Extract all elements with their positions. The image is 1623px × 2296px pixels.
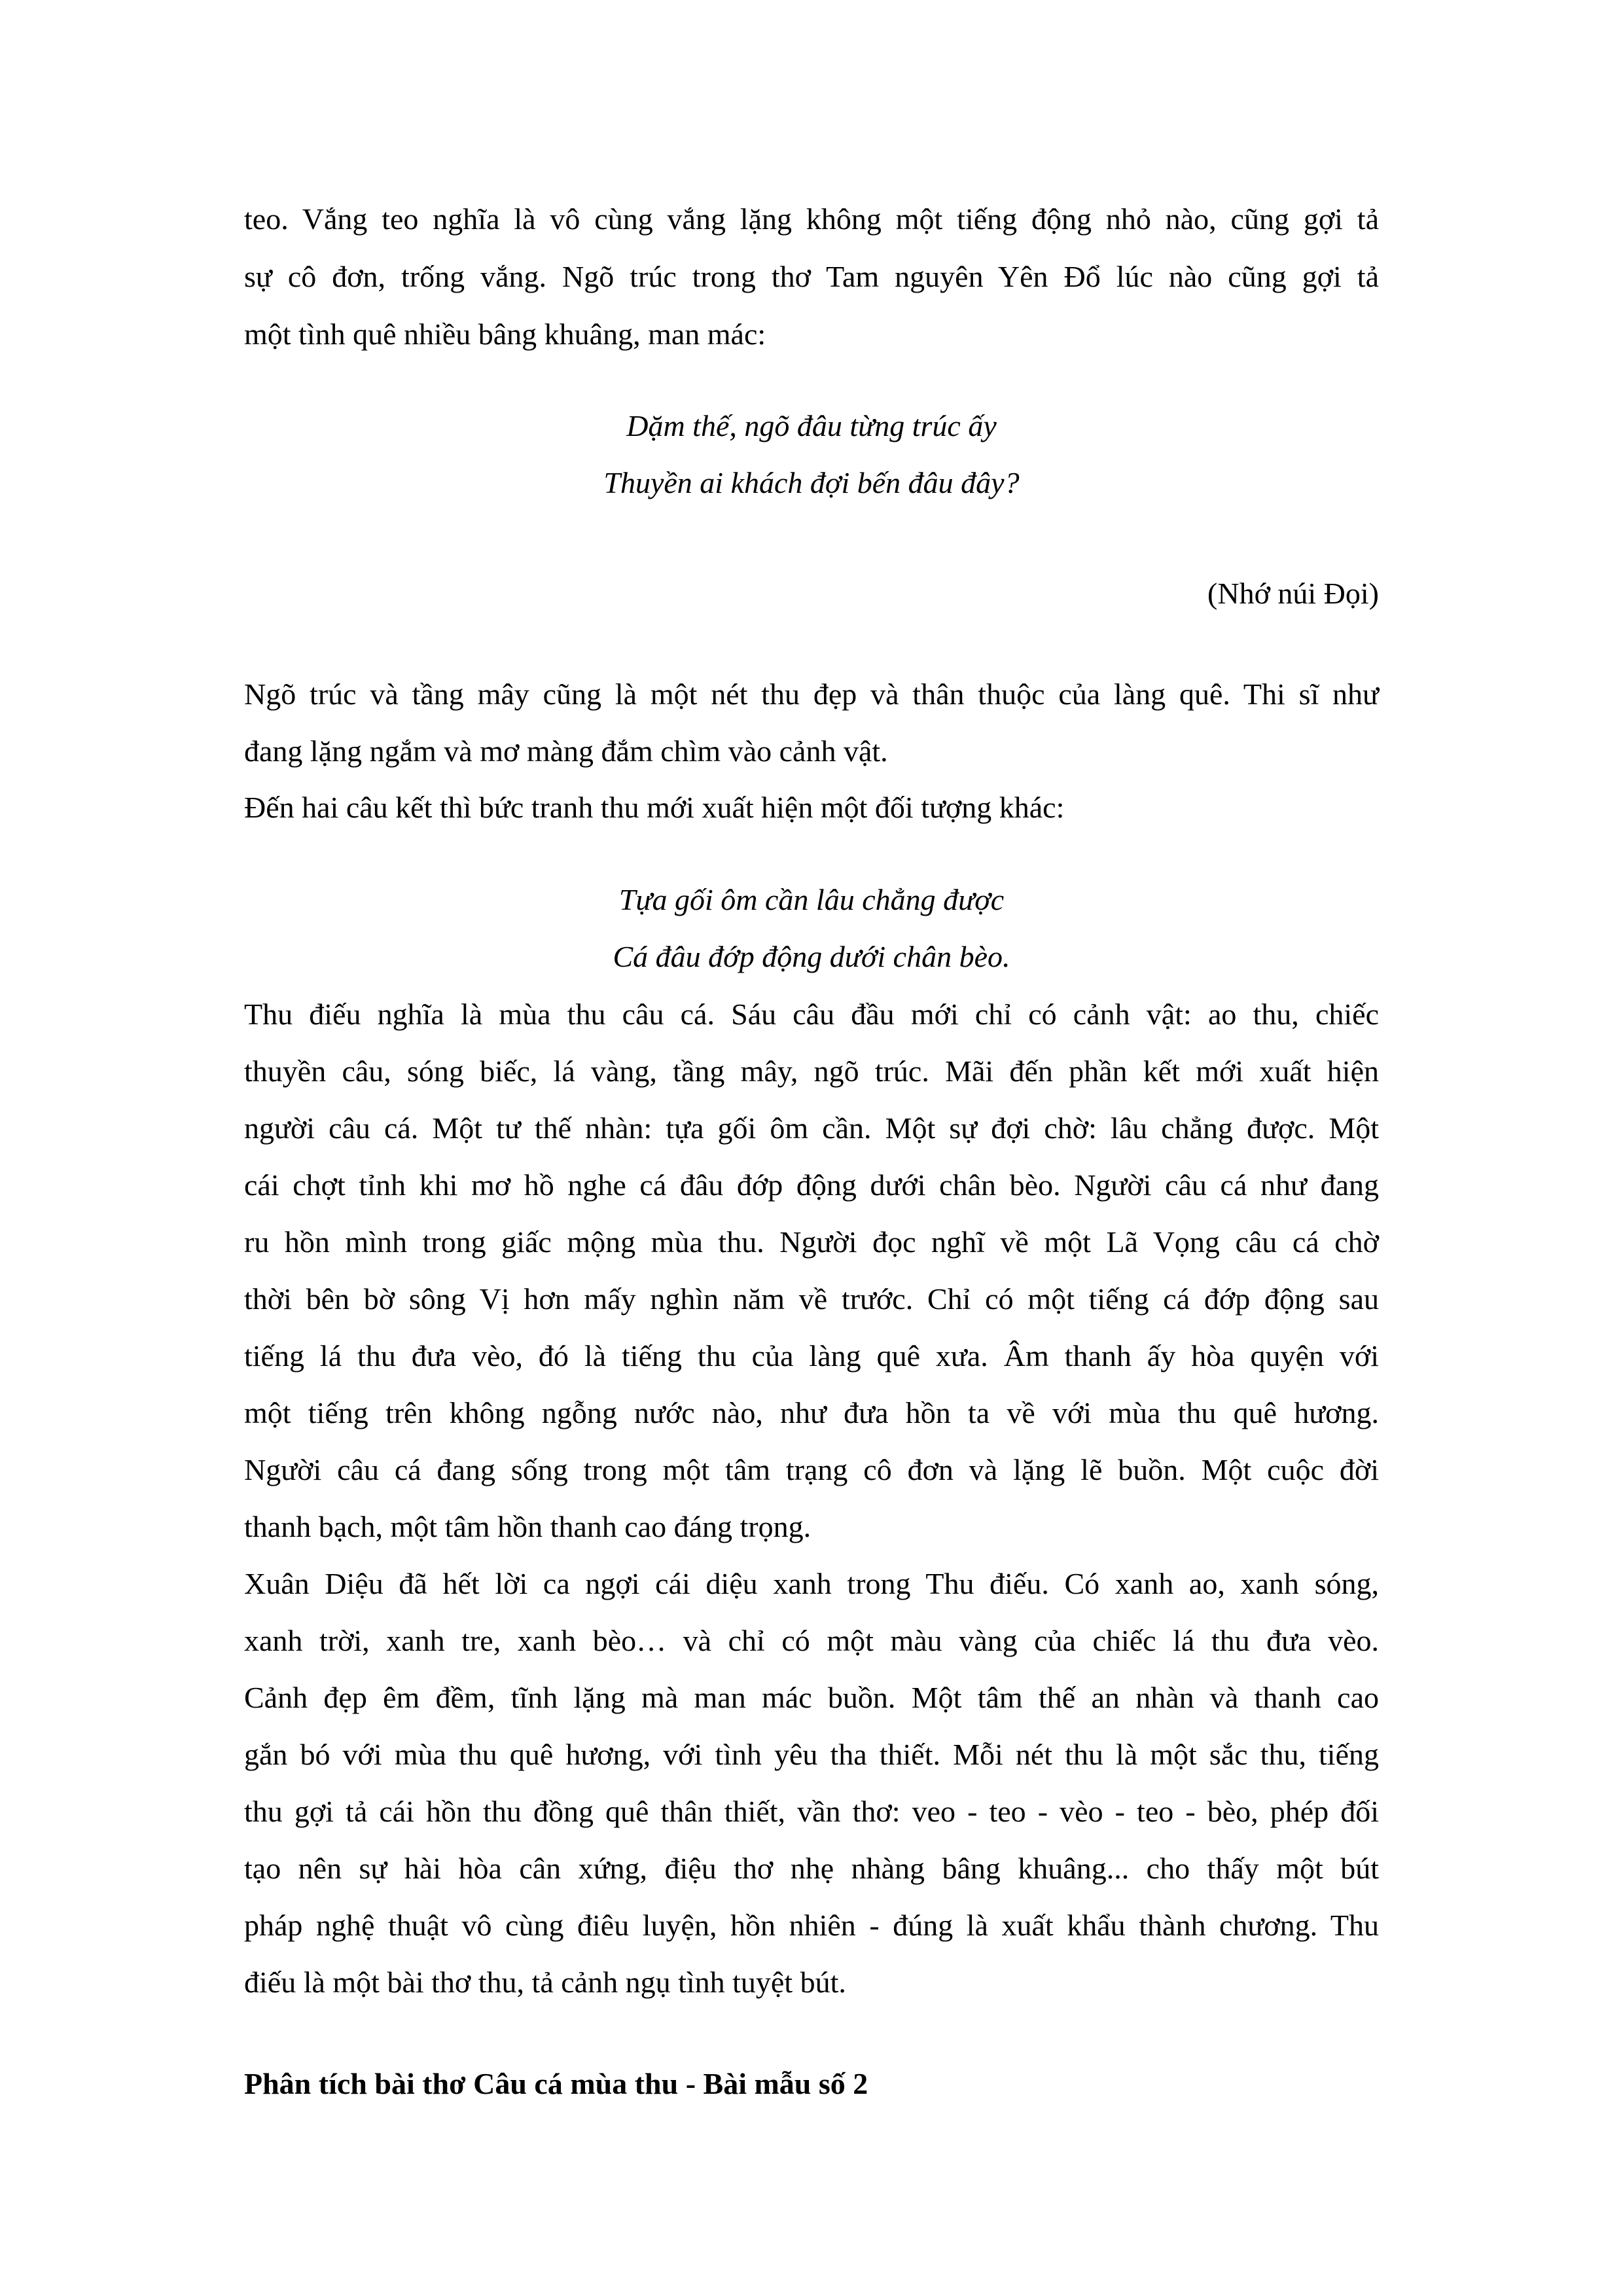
paragraph-line: xanh trời, xanh tre, xanh bèo… và chỉ có một màu vàng của chiếc lá thu đưa vèo. [244,1624,1379,1657]
paragraph-line: cái chợt tỉnh khi mơ hồ nghe cá đâu đớp động dưới chân bèo. Người câu cá như đang [244,1168,1379,1202]
paragraph-line: ru hồn mình trong giấc mộng mùa thu. Người đọc nghĩ về một Lã Vọng câu cá chờ [244,1225,1379,1259]
paragraph-line: điếu là một bài thơ thu, tả cảnh ngụ tình tuyệt bút. [244,1965,846,1999]
paragraph-line: Xuân Diệu đã hết lời ca ngợi cái diệu xanh trong Thu điếu. Có xanh ao, xanh sóng, [244,1567,1379,1600]
paragraph-line: teo. Vắng teo nghĩa là vô cùng vắng lặng không một tiếng động nhỏ nào, cũng gợi tả [244,202,1379,236]
paragraph-line: Ngõ trúc và tầng mây cũng là một nét thu đẹp và thân thuộc của làng quê. Thi sĩ như [244,677,1379,711]
verse-line: Dặm thế, ngõ đâu từng trúc ấy [626,409,997,442]
paragraph-line: sự cô đơn, trống vắng. Ngõ trúc trong thơ Tam nguyên Yên Đổ lúc nào cũng gợi tả [244,260,1379,293]
paragraph-line: người câu cá. Một tư thế nhàn: tựa gối ôm cần. Một sự đợi chờ: lâu chẳng được. Một [244,1111,1379,1145]
verse-line: Thuyền ai khách đợi bến đâu đây? [603,466,1020,499]
paragraph-line: Thu điếu nghĩa là mùa thu câu cá. Sáu câu đầu mới chỉ có cảnh vật: ao thu, chiếc [244,997,1379,1031]
section-heading: Phân tích bài thơ Câu cá mùa thu - Bài mẫu số 2 [244,2067,868,2100]
paragraph-line: Cảnh đẹp êm đềm, tĩnh lặng mà man mác buồn. Một tâm thế an nhàn và thanh cao [244,1681,1379,1714]
paragraph-line: thuyền câu, sóng biếc, lá vàng, tầng mây, ngõ trúc. Mãi đến phần kết mới xuất hiện [244,1054,1379,1088]
paragraph-line: tạo nên sự hài hòa cân xứng, điệu thơ nhẹ nhàng bâng khuâng... cho thấy một bút [244,1852,1379,1885]
paragraph-line: một tiếng trên không ngỗng nước nào, như đưa hồn ta về với mùa thu quê hương. [244,1396,1379,1429]
quote-source: (Nhớ núi Đọi) [1207,577,1379,610]
paragraph-line: pháp nghệ thuật vô cùng điêu luyện, hồn nhiên - đúng là xuất khẩu thành chương. Thu [244,1909,1379,1942]
paragraph-line: tiếng lá thu đưa vèo, đó là tiếng thu của làng quê xưa. Âm thanh ấy hòa quyện với [244,1339,1379,1372]
paragraph-line: thu gợi tả cái hồn thu đồng quê thân thiết, vần thơ: veo - teo - vèo - teo - bèo, phép đối [244,1795,1379,1828]
paragraph-line: Đến hai câu kết thì bức tranh thu mới xuất hiện một đối tượng khác: [244,791,1065,824]
verse-line: Tựa gối ôm cần lâu chẳng được [618,883,1005,916]
verse-line: Cá đâu đớp động dưới chân bèo. [613,940,1010,973]
paragraph-line: thanh bạch, một tâm hồn thanh cao đáng trọng. [244,1510,812,1543]
paragraph-line: một tình quê nhiều bâng khuâng, man mác: [244,317,766,351]
paragraph-line: đang lặng ngắm và mơ màng đắm chìm vào cảnh vật. [244,734,888,768]
paragraph-line: Người câu cá đang sống trong một tâm trạng cô đơn và lặng lẽ buồn. Một cuộc đời [244,1453,1379,1486]
paragraph-line: gắn bó với mùa thu quê hương, với tình yêu tha thiết. Mỗi nét thu là một sắc thu, tiếng [244,1738,1379,1771]
paragraph-line: thời bên bờ sông Vị hơn mấy nghìn năm về trước. Chỉ có một tiếng cá đớp động sau [244,1282,1379,1316]
